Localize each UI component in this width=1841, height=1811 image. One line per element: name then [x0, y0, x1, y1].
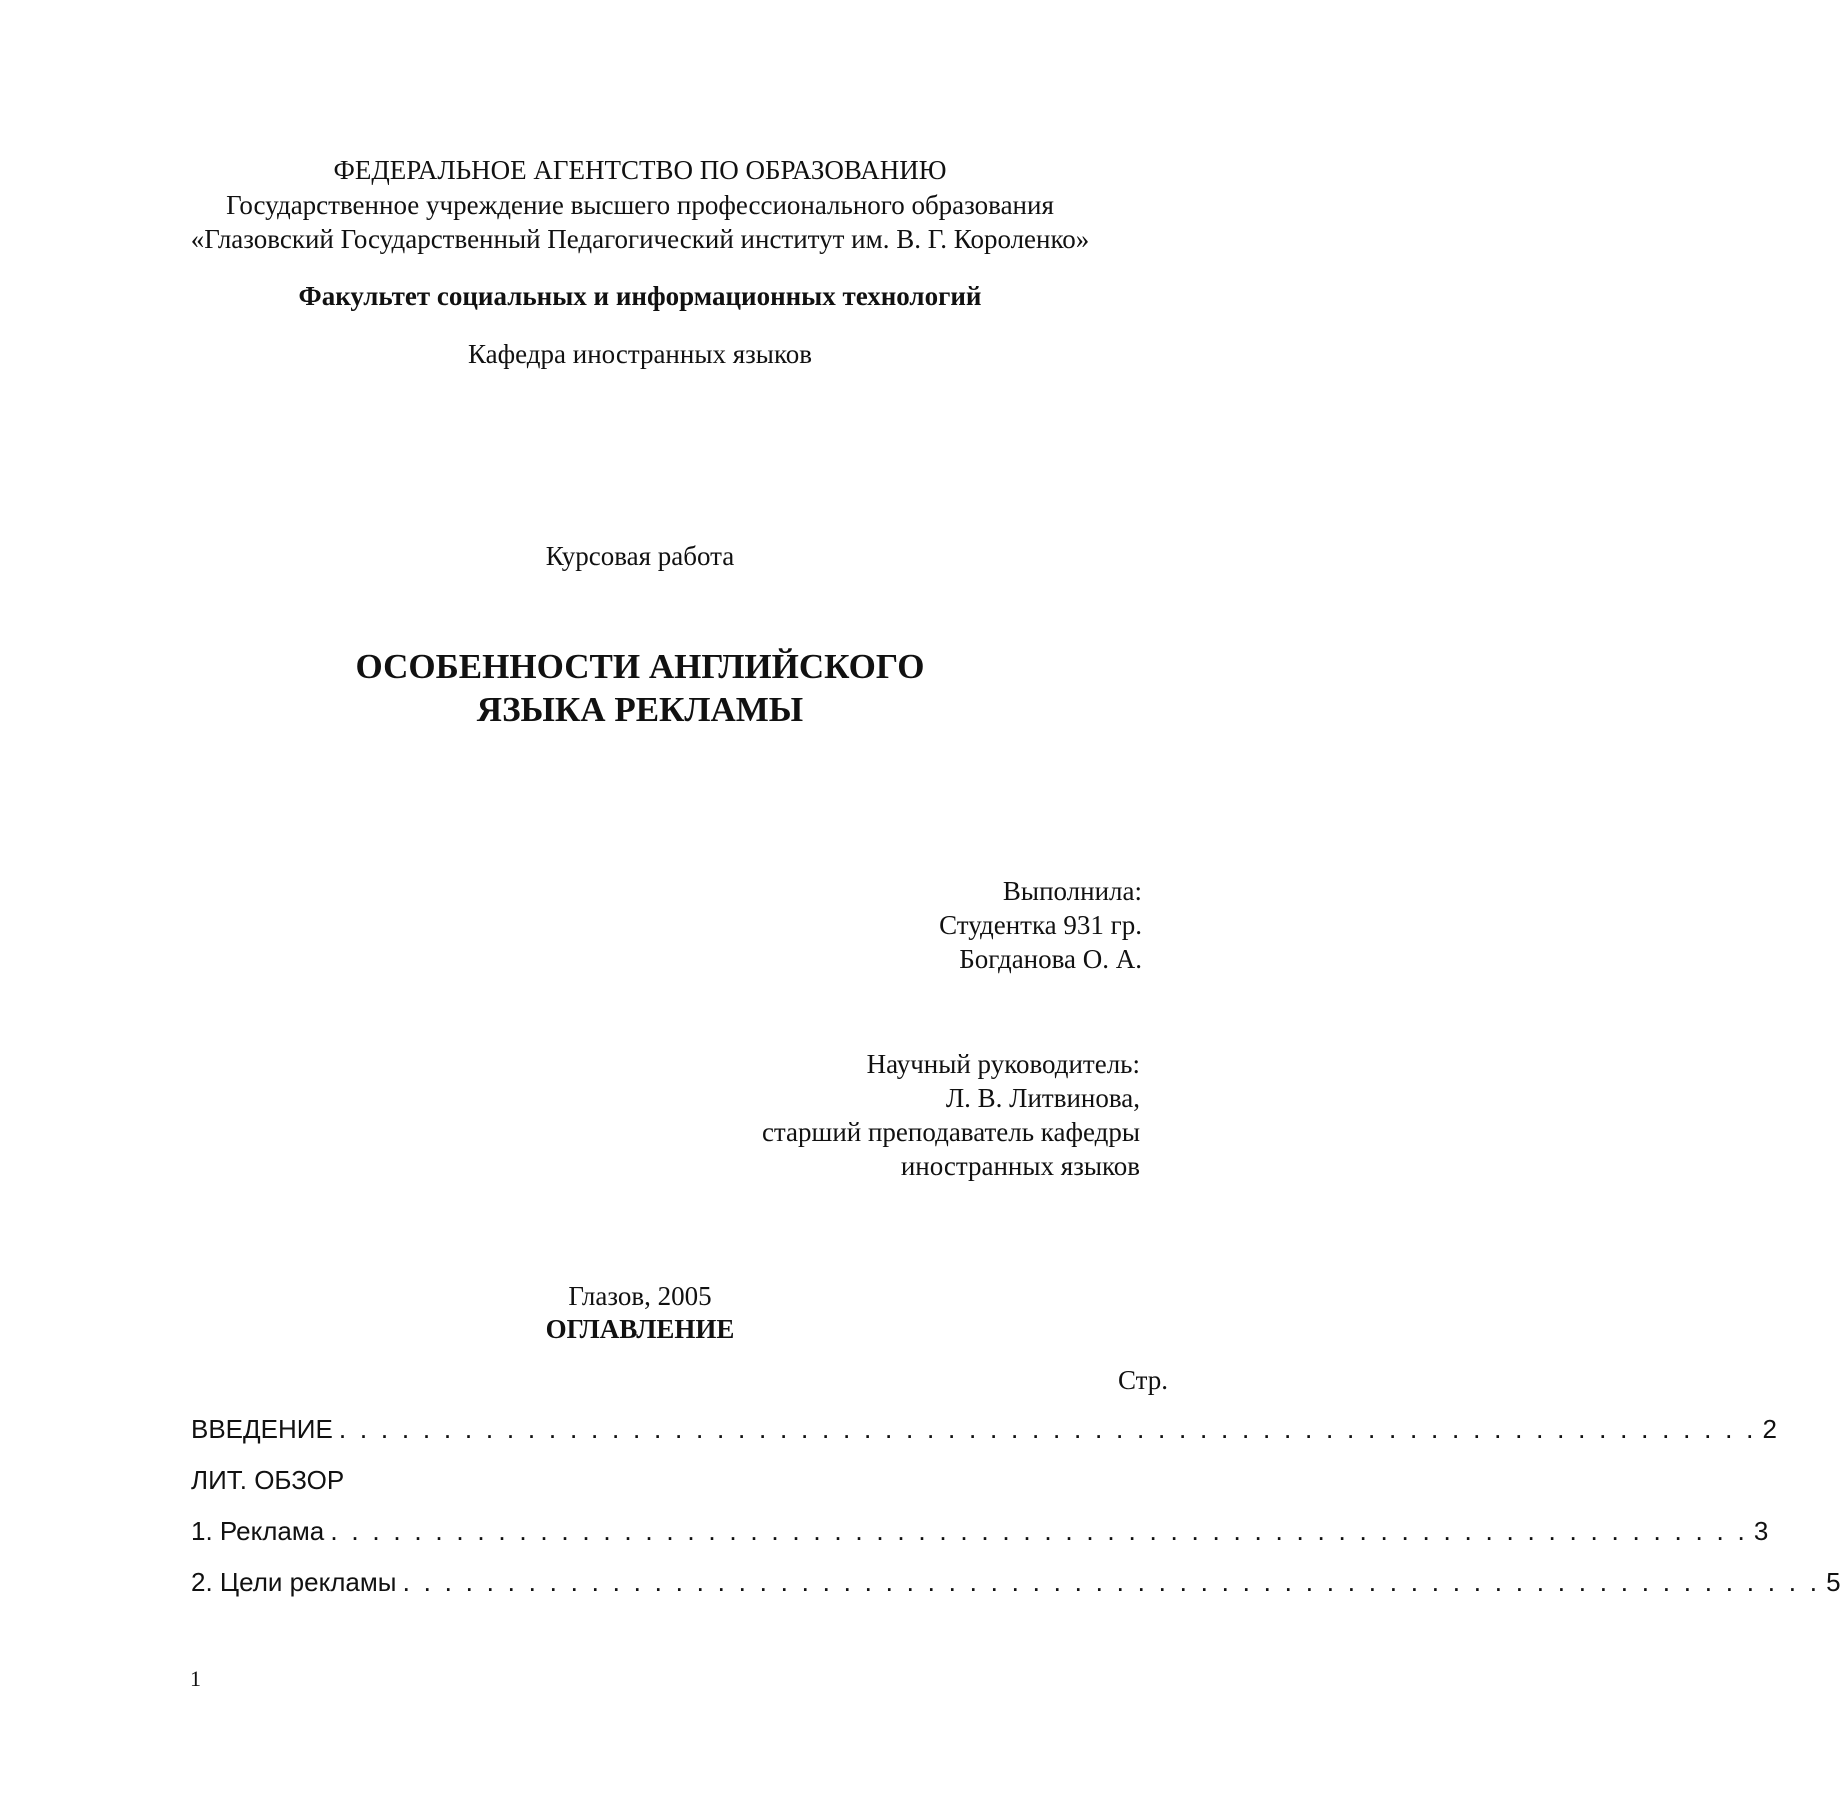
toc-page-column-label: Стр. — [1117, 1365, 1168, 1395]
supervisor-position-1: старший преподаватель кафедры — [761, 1117, 1140, 1147]
toc-leader-dots: . . . . . . . . . . . . . . . . . . . . . . . . . . . . . . . . . . . . . . . . . . . . . . . . . . . . . . . . . . . . . . . . . . . . — [402, 1567, 1821, 1597]
agency-line: ФЕДЕРАЛЬНОЕ АГЕНТСТВО ПО ОБРАЗОВАНИЮ — [333, 155, 947, 185]
page-number: 1 — [190, 1666, 201, 1691]
toc-heading: ОГЛАВЛЕНИЕ — [545, 1314, 735, 1344]
supervisor-label: Научный руководитель: — [866, 1049, 1140, 1079]
author-label: Выполнила: — [1002, 876, 1142, 906]
author-name: Богданова О. А. — [959, 944, 1142, 974]
toc-entry — [191, 1565, 1841, 1599]
toc-entry-page: 3 — [1753, 1516, 1769, 1546]
toc-entry — [191, 1514, 1769, 1548]
department-line: Кафедра иностранных языков — [468, 339, 812, 369]
toc-leader-dots: . . . . . . . . . . . . . . . . . . . . . . . . . . . . . . . . . . . . . . . . . . . . . . . . . . . . . . . . . . . . . . . . . . . . — [330, 1516, 1748, 1546]
toc-entry — [191, 1463, 1171, 1497]
title-line-1: ОСОБЕННОСТИ АНГЛИЙСКОГО — [355, 647, 925, 686]
institution-type-line: Государственное учреждение высшего профессионального образования — [226, 190, 1054, 220]
toc-entry-label: 1. Реклама — [191, 1516, 325, 1546]
title-line-2: ЯЗЫКА РЕКЛАМЫ — [476, 690, 804, 729]
toc-entry-page: 2 — [1762, 1414, 1777, 1444]
toc-entry-label: 2. Цели рекламы — [191, 1567, 397, 1597]
toc-entry-label: ЛИТ. ОБЗОР — [191, 1465, 345, 1495]
work-type: Курсовая работа — [545, 541, 735, 571]
toc-leader-dots: . . . . . . . . . . . . . . . . . . . . . . . . . . . . . . . . . . . . . . . . . . . . . . . . . . . . . . . . . . . . . . . . . . . . — [338, 1414, 1757, 1444]
institution-name-line: «Глазовский Государственный Педагогический институт им. В. Г. Короленко» — [190, 224, 1090, 254]
city-year: Глазов, 2005 — [568, 1281, 712, 1311]
toc-entry — [191, 1412, 1777, 1446]
supervisor-name: Л. В. Литвинова, — [945, 1083, 1140, 1113]
toc-entry-page: 5 — [1826, 1567, 1841, 1597]
author-group: Студентка 931 гр. — [939, 910, 1142, 940]
toc-entry-label: ВВЕДЕНИЕ — [191, 1414, 333, 1444]
supervisor-position-2: иностранных языков — [900, 1151, 1140, 1181]
faculty-line: Факультет социальных и информационных технологий — [298, 281, 982, 311]
